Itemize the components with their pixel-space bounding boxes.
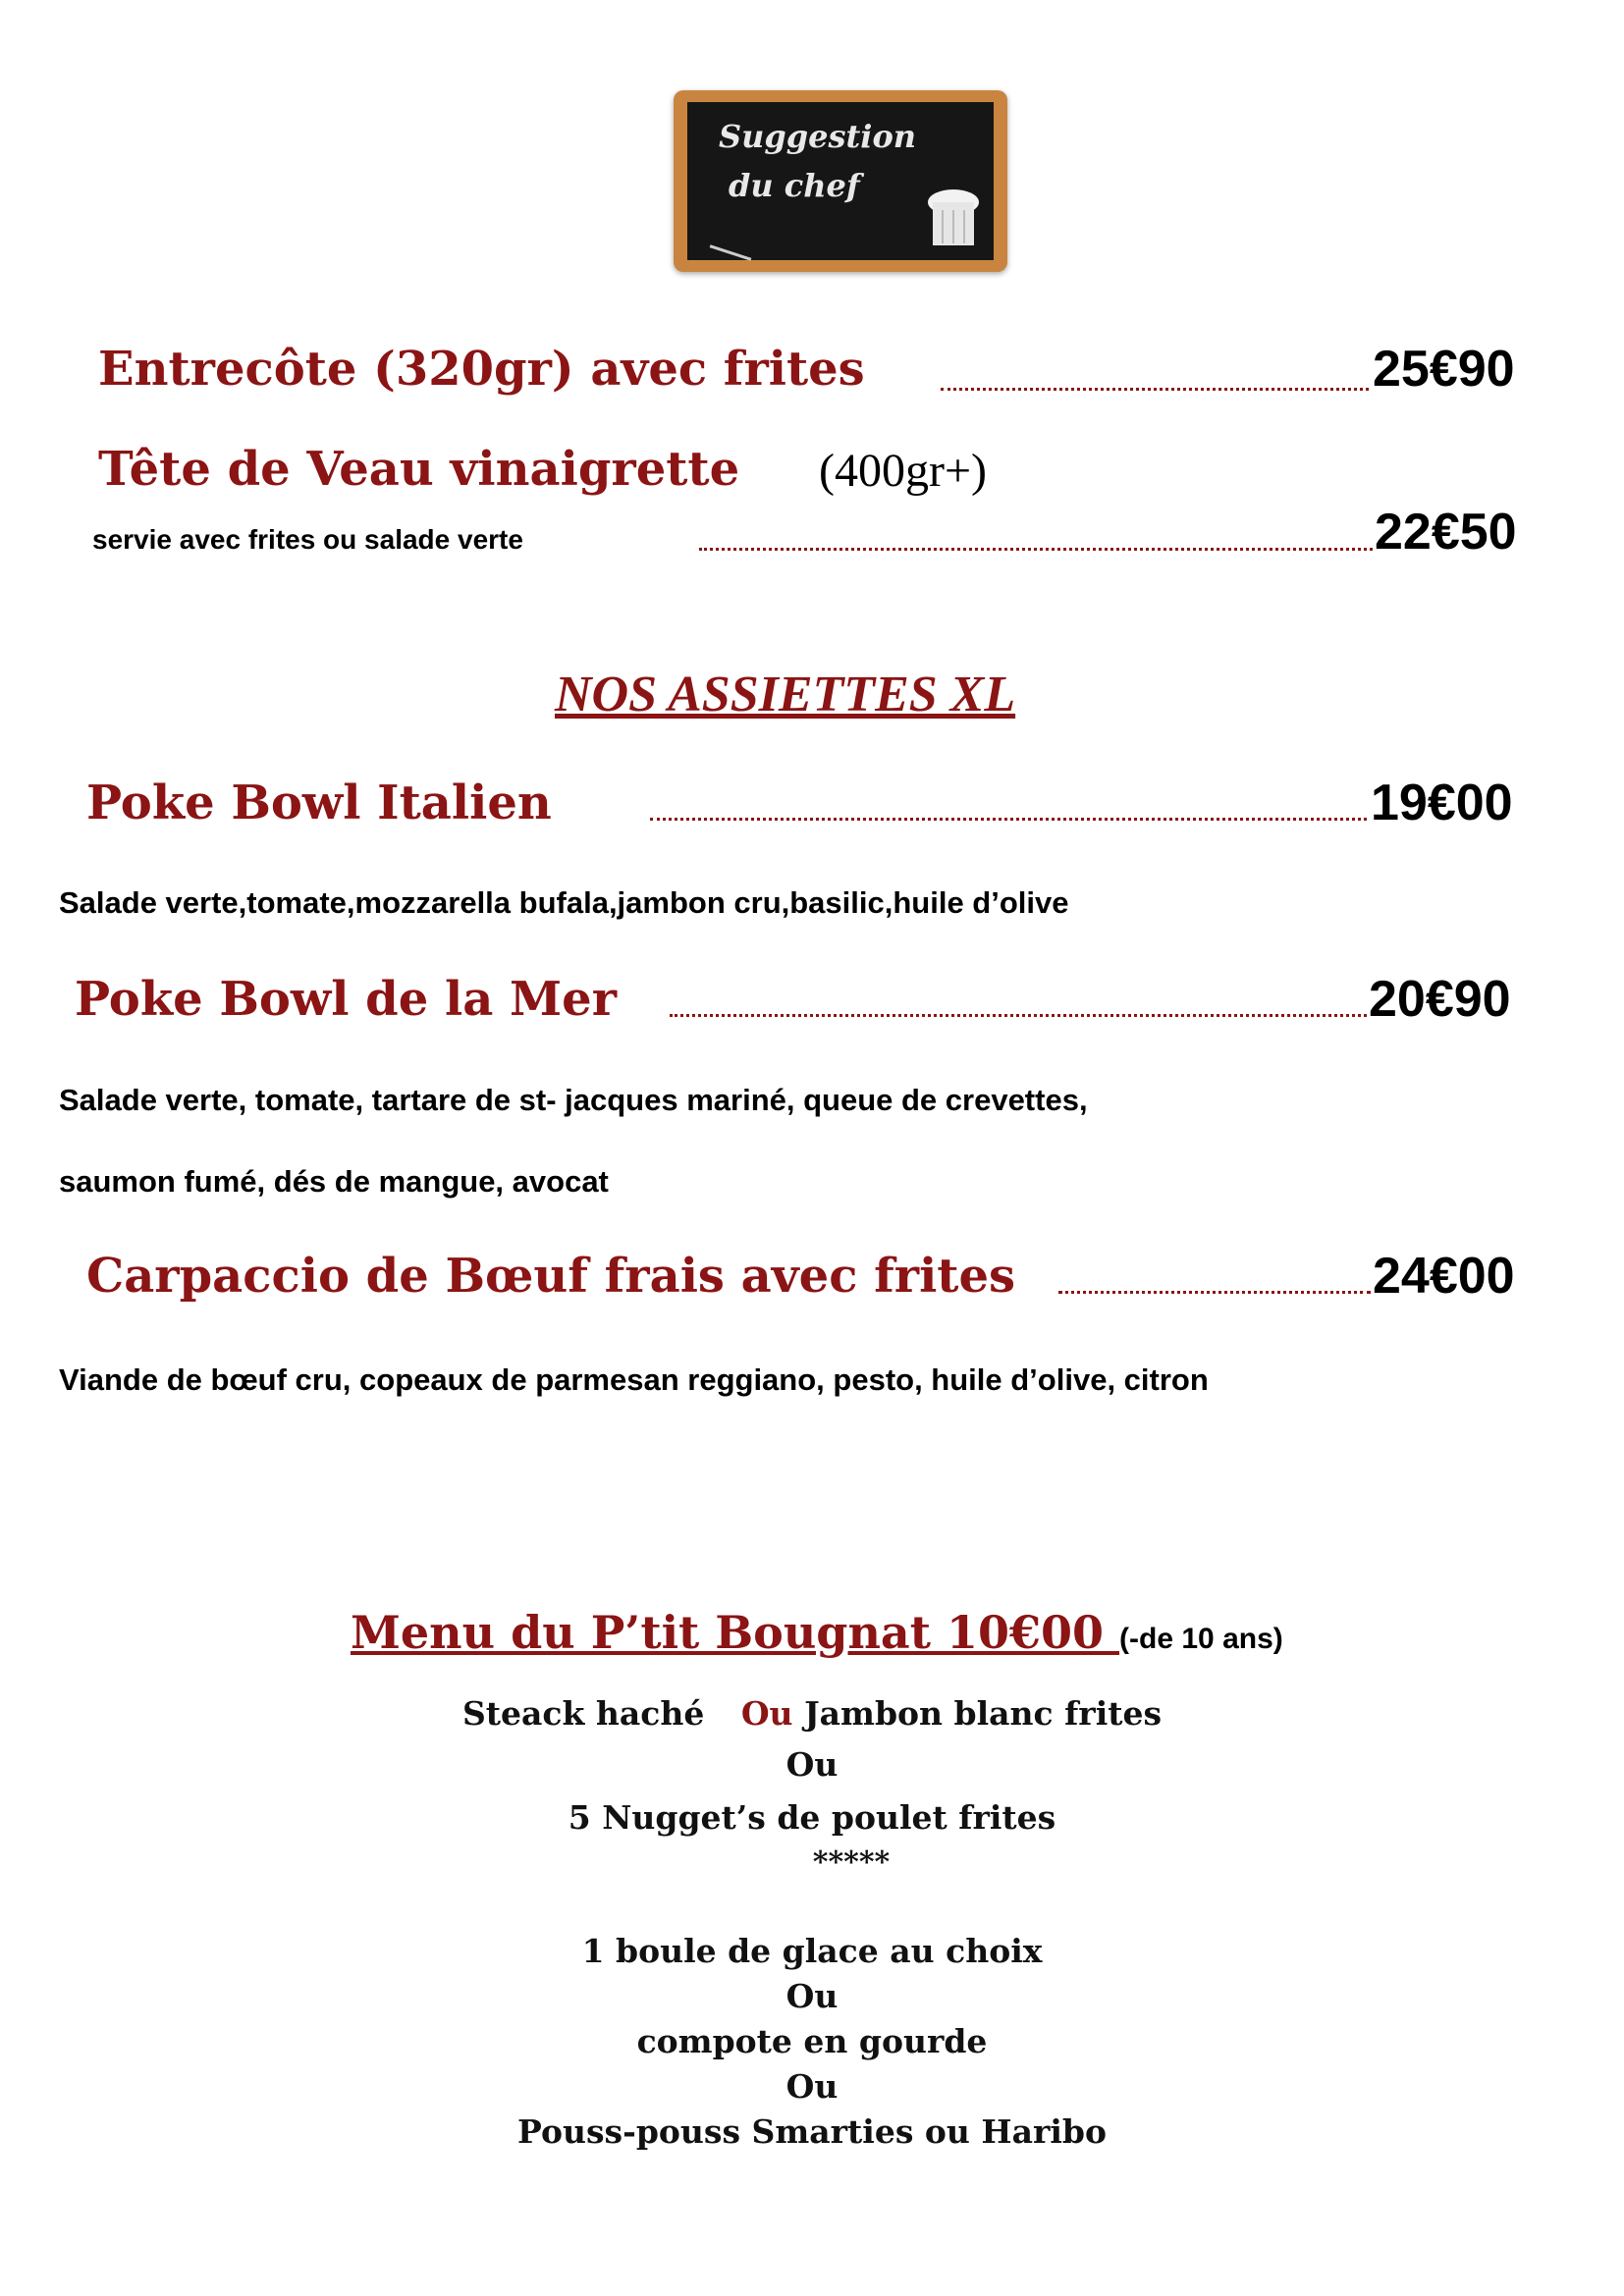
kids-menu-title: Menu du P’tit Bougnat 10€00: [351, 1606, 1120, 1659]
kids-or-1: Ou: [740, 1694, 793, 1733]
board-line1: Suggestion: [719, 118, 917, 155]
chef-item-1-price: 25€90: [1373, 341, 1515, 398]
chef-item-2-leader: [699, 548, 1373, 551]
kids-or-3: Ou: [785, 1977, 839, 2015]
plate-3-name: Carpaccio de Bœuf frais avec frites: [86, 1249, 1016, 1304]
chef-hat-icon: [925, 188, 982, 249]
plate-3-leader: [1058, 1291, 1371, 1294]
plate-2-price: 20€90: [1369, 971, 1511, 1028]
plate-2-leader: [670, 1014, 1367, 1017]
kids-option-ham: Jambon blanc frites: [804, 1694, 1163, 1733]
plate-2-name: Poke Bowl de la Mer: [75, 972, 617, 1027]
chef-item-2-name: Tête de Veau vinaigrette: [98, 442, 740, 497]
plate-2-desc-line1: Salade verte, tomate, tartare de st- jacques mariné, queue de crevettes,: [59, 1083, 1088, 1117]
chef-item-1-leader: [941, 388, 1369, 391]
plate-1-leader: [650, 818, 1367, 821]
kids-or-4: Ou: [785, 2067, 839, 2106]
chef-item-2-price: 22€50: [1375, 504, 1517, 561]
plate-1-desc: Salade verte,tomate,mozzarella bufala,jambon cru,basilic,huile d’olive: [59, 885, 1069, 920]
suggestion-chef-board: [674, 90, 1007, 272]
kids-separator: *****: [812, 1845, 891, 1880]
plate-1-name: Poke Bowl Italien: [86, 775, 552, 830]
chef-item-2-weight: (400gr+): [819, 445, 988, 497]
kids-menu-header: [351, 1606, 1283, 1659]
kids-option-nuggets: 5 Nugget’s de poulet frites: [568, 1798, 1056, 1837]
plate-3-price: 24€00: [1373, 1248, 1515, 1305]
kids-line-1: [0, 1694, 1624, 1733]
kids-dessert-candy: Pouss-pouss Smarties ou Haribo: [517, 2112, 1107, 2151]
kids-or-2: Ou: [785, 1745, 839, 1784]
kids-option-steak: Steack haché: [461, 1694, 705, 1733]
plate-1-price: 19€00: [1371, 774, 1513, 831]
chef-item-2-subtitle: servie avec frites ou salade verte: [92, 524, 523, 555]
section-title: NOS ASSIETTES XL: [555, 667, 1016, 722]
board-line2: du chef: [729, 167, 860, 204]
plate-3-desc: Viande de bœuf cru, copeaux de parmesan reggiano, pesto, huile d’olive, citron: [59, 1362, 1209, 1397]
kids-dessert-compote: compote en gourde: [636, 2022, 988, 2060]
kids-dessert-icecream: 1 boule de glace au choix: [581, 1932, 1043, 1970]
chef-item-1-name: Entrecôte (320gr) avec frites: [98, 342, 865, 397]
kids-menu-age: (-de 10 ans): [1119, 1623, 1283, 1655]
plate-2-desc-line2: saumon fumé, dés de mangue, avocat: [59, 1164, 609, 1199]
